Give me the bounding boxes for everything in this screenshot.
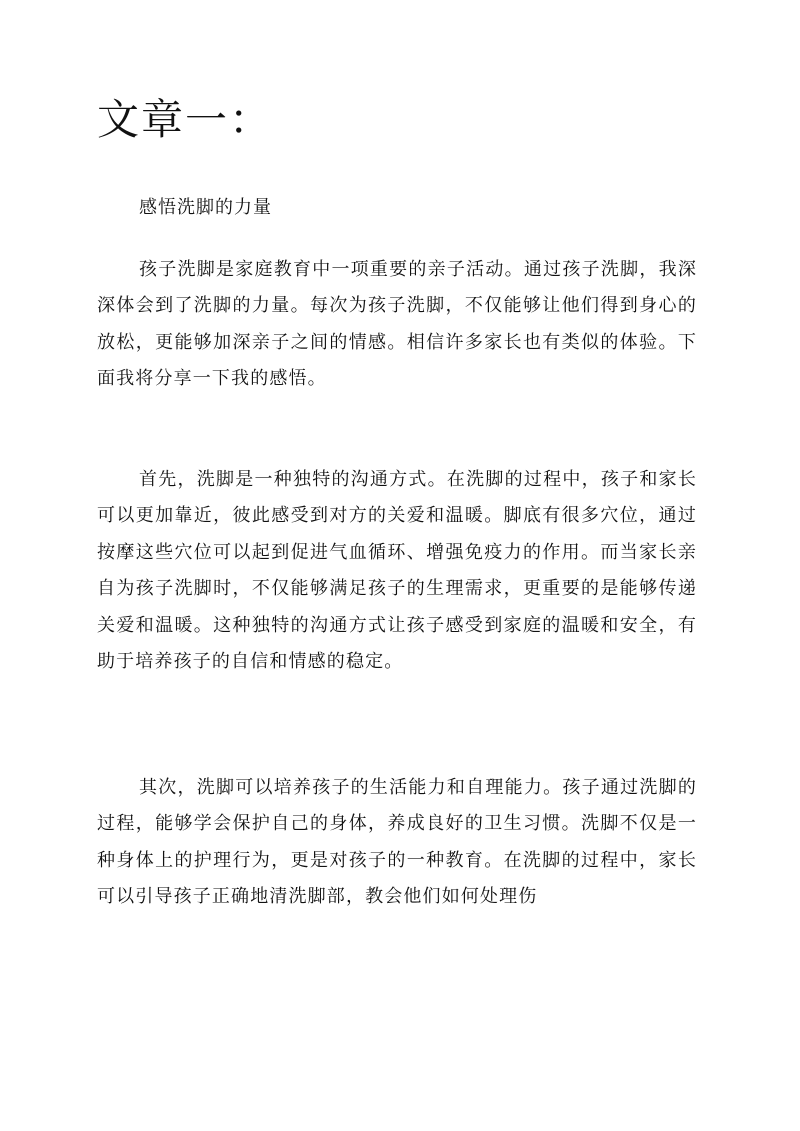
article-subtitle: 感悟洗脚的力量 [139,197,272,218]
body-paragraph: 其次，洗脚可以培养孩子的生活能力和自理能力。孩子通过洗脚的过程，能够学会保护自己的身体，养成良好的卫生习惯。洗脚不仅是一种身体上的护理行为，更是对孩子的一种教育。在洗脚的过程中，家长可以引导孩子正确地清洗脚部，教会他们如何处理伤 [97,777,697,908]
body-paragraph: 首先，洗脚是一种独特的沟通方式。在洗脚的过程中，孩子和家长可以更加靠近，彼此感受到对方的关爱和温暖。脚底有很多穴位，通过按摩这些穴位可以起到促进气血循环、增强免疫力的作用。而当家长亲自为孩子洗脚时，不仅能够满足孩子的生理需求，更重要的是能够传递关爱和温暖。这种独特的沟通方式让孩子感受到家庭的温暖和安全，有助于培养孩子的自信和情感的稳定。 [97,469,697,673]
page-title: 文章一： [97,95,274,144]
body-paragraph: 孩子洗脚是家庭教育中一项重要的亲子活动。通过孩子洗脚，我深深体会到了洗脚的力量。每次为孩子洗脚，不仅能够让他们得到身心的放松，更能够加深亲子之间的情感。相信许多家长也有类似的体验。下面我将分享一下我的感悟。 [97,259,697,390]
